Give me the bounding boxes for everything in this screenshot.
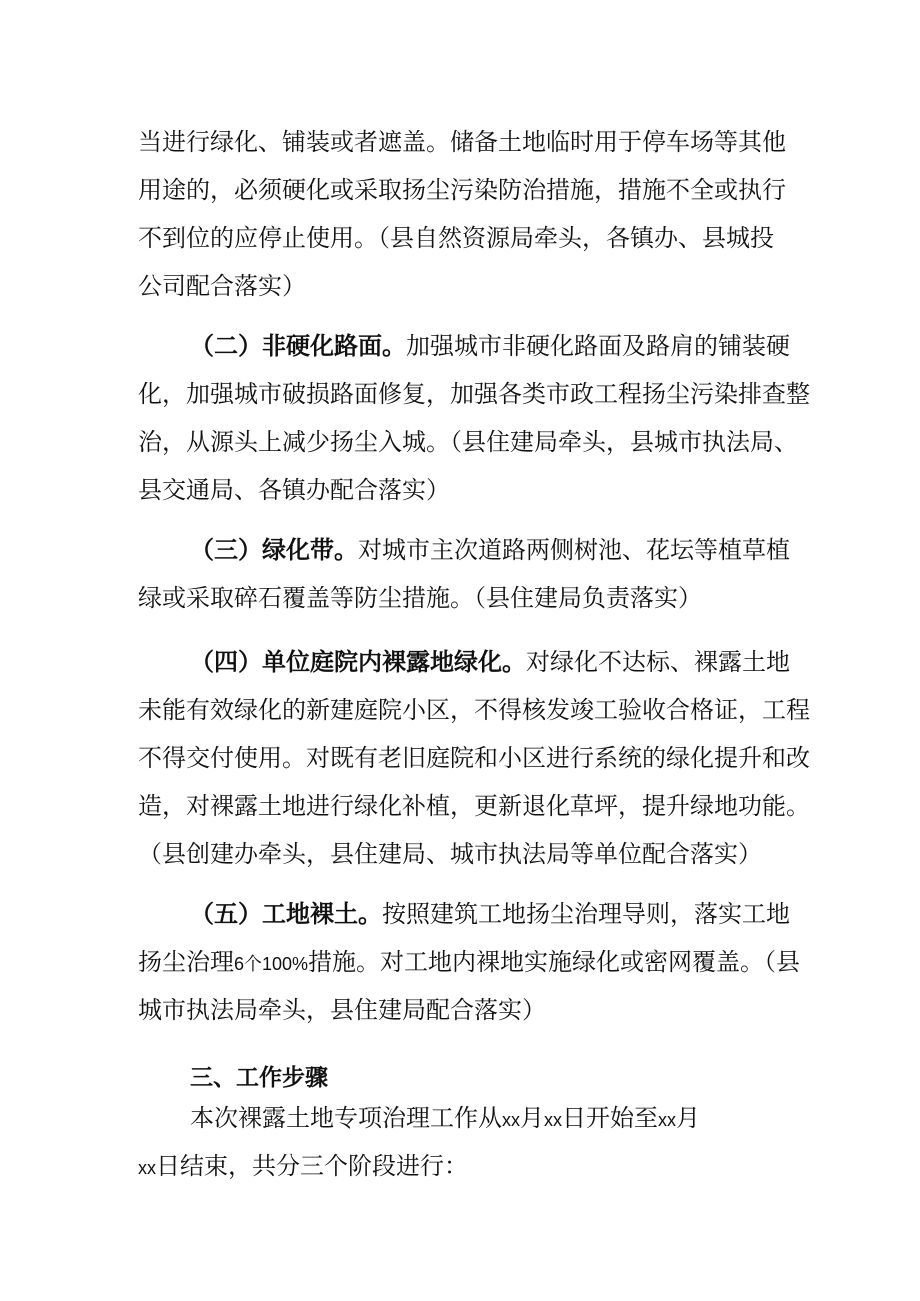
section-first-line [138, 526, 790, 574]
text-line: 用途的，必须硬化或采取扬尘污染防治措施，措施不全或执行 [138, 176, 786, 204]
date-placeholder: xx [544, 1110, 562, 1130]
text-line: 治，从源头上减少扬尘入城。（县住建局牵头，县城市执法局、 [138, 428, 798, 456]
section-first-line [138, 322, 790, 370]
section-title: （五）工地裸土。 [190, 900, 382, 928]
text-line: （县创建办牵头，县住建局、城市执法局等单位配合落实） [138, 840, 762, 868]
text-line [138, 1094, 778, 1142]
text-fragment: 月 [520, 1104, 544, 1132]
section-title: （三）绿化带。 [190, 536, 358, 564]
section-green-belt [138, 526, 790, 622]
section-courtyard-greening [138, 638, 810, 878]
text-line: 未能有效绿化的新建庭院小区，不得核发竣工验收合格证，工程 [138, 696, 810, 724]
date-placeholder: xx [502, 1110, 520, 1130]
section-title: （四）单位庭院内裸露地绿化。 [190, 648, 526, 676]
section-construction-site [138, 890, 801, 1034]
section-text: 对城市主次道路两侧树池、花坛等植草植 [358, 536, 790, 564]
text-line: 县交通局、各镇办配合落实） [138, 476, 450, 504]
section-first-line [138, 638, 790, 686]
text-line: 化，加强城市破损路面修复，加强各类市政工程扬尘污染排查整 [138, 380, 810, 408]
section-heading: 三、工作步骤 [190, 1065, 328, 1091]
measure-count: 6个100% [234, 954, 309, 974]
text-fragment: 日结束，共分三个阶段进行： [156, 1152, 468, 1180]
text-fragment: 日开始至 [562, 1104, 658, 1132]
text-fragment: 本次裸露土地专项治理工作从 [190, 1104, 502, 1132]
section-unhardened-roads [138, 322, 810, 514]
paragraph-land-reserve [138, 118, 786, 310]
section-text: 加强城市非硬化路面及路肩的铺装硬 [406, 332, 790, 360]
date-placeholder: xx [658, 1110, 676, 1130]
text-line: 绿或采取碎石覆盖等防尘措施。（县住建局负责落实） [138, 584, 702, 612]
section-text: 按照建筑工地扬尘治理导则，落实工地 [382, 900, 790, 928]
section-title: （二）非硬化路面。 [190, 332, 406, 360]
text-line: 公司配合落实） [138, 272, 306, 300]
text-line: 不得交付使用。对既有老旧庭院和小区进行系统的绿化提升和改 [138, 744, 810, 772]
text-fragment: 月 [676, 1104, 700, 1132]
text-line [138, 1142, 778, 1190]
section-text: 对绿化不达标、裸露土地 [526, 648, 790, 676]
text-fragment: 扬尘治理 [138, 948, 234, 976]
text-line [138, 938, 801, 986]
text-line: 城市执法局牵头，县住建局配合落实） [138, 996, 546, 1024]
text-line: 当进行绿化、铺装或者遮盖。储备土地临时用于停车场等其他 [138, 128, 786, 156]
date-placeholder: xx [138, 1158, 156, 1178]
section-first-line [138, 890, 790, 938]
text-line: 造，对裸露土地进行绿化补植，更新退化草坪，提升绿地功能。 [138, 792, 810, 820]
paragraph-work-schedule [138, 1094, 778, 1190]
text-line: 不到位的应停止使用。（县自然资源局牵头，各镇办、县城投 [138, 224, 774, 252]
text-fragment: 措施。对工地内裸地实施绿化或密网覆盖。（县 [308, 948, 801, 976]
